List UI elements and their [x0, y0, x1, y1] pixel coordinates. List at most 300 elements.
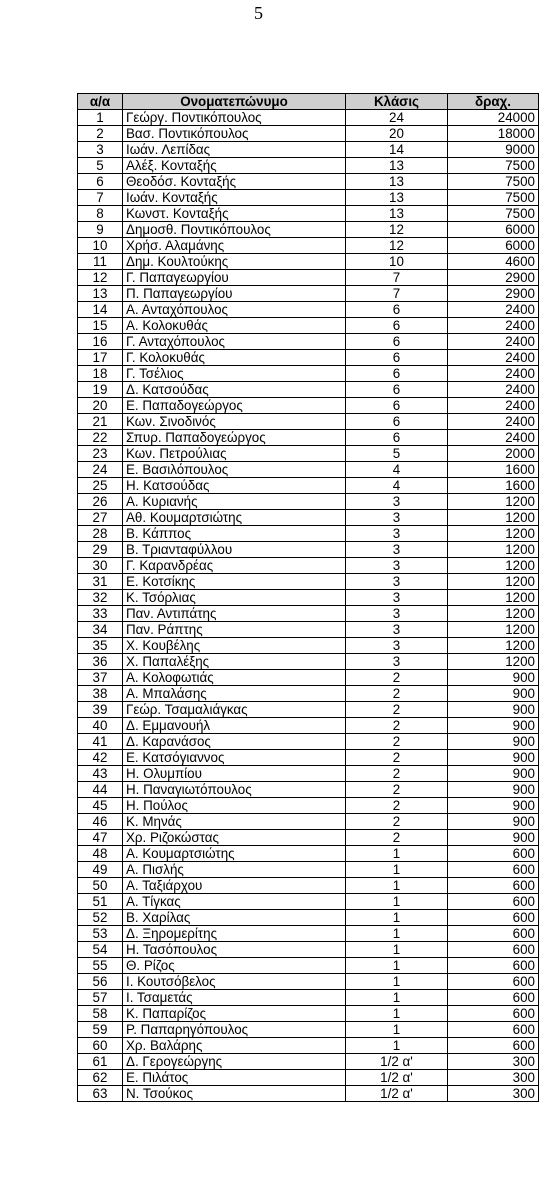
row-class-cell: 3 [346, 606, 448, 622]
row-amount-cell: 900 [448, 830, 539, 846]
row-number-cell: 25 [78, 478, 123, 494]
row-amount-cell: 900 [448, 766, 539, 782]
row-number-cell: 26 [78, 494, 123, 510]
table-row [78, 510, 539, 526]
row-number-cell: 43 [78, 766, 123, 782]
table-row [78, 574, 539, 590]
row-name-cell: Δ. Καρανάσος [123, 734, 346, 750]
row-amount-cell: 18000 [448, 126, 539, 142]
row-amount-cell: 900 [448, 750, 539, 766]
row-number-cell: 59 [78, 1022, 123, 1038]
table-row [78, 926, 539, 942]
row-amount-cell: 2400 [448, 398, 539, 414]
row-name-cell: Η. Παναγιωτόπουλος [123, 782, 346, 798]
row-amount-cell: 600 [448, 878, 539, 894]
row-amount-cell: 600 [448, 1022, 539, 1038]
table-row [78, 286, 539, 302]
table-row [78, 750, 539, 766]
row-amount-cell: 900 [448, 702, 539, 718]
row-number-cell: 9 [78, 222, 123, 238]
row-amount-cell: 2900 [448, 270, 539, 286]
table-row [78, 734, 539, 750]
table-row [78, 846, 539, 862]
row-amount-cell: 600 [448, 974, 539, 990]
table-row [78, 158, 539, 174]
table-row [78, 302, 539, 318]
row-class-cell: 1 [346, 958, 448, 974]
table-row [78, 686, 539, 702]
table-row [78, 206, 539, 222]
table-row [78, 590, 539, 606]
row-name-cell: Α. Τίγκας [123, 894, 346, 910]
table-row [78, 910, 539, 926]
row-class-cell: 6 [346, 382, 448, 398]
row-class-cell: 1 [346, 1006, 448, 1022]
row-name-cell: Ρ. Παπαρηγόπουλος [123, 1022, 346, 1038]
row-name-cell: Ε. Πιλάτος [123, 1070, 346, 1086]
row-class-cell: 7 [346, 270, 448, 286]
row-class-cell: 3 [346, 574, 448, 590]
row-name-cell: Χ. Παπαλέξης [123, 654, 346, 670]
row-number-cell: 52 [78, 910, 123, 926]
row-amount-cell: 1200 [448, 558, 539, 574]
row-name-cell: Κωνστ. Κονταξής [123, 206, 346, 222]
row-number-cell: 61 [78, 1054, 123, 1070]
table-row [78, 174, 539, 190]
row-class-cell: 13 [346, 158, 448, 174]
row-name-cell: Η. Κατσούδας [123, 478, 346, 494]
row-number-cell: 44 [78, 782, 123, 798]
row-number-cell: 17 [78, 350, 123, 366]
row-amount-cell: 900 [448, 734, 539, 750]
row-number-cell: 32 [78, 590, 123, 606]
table-row [78, 718, 539, 734]
row-class-cell: 1 [346, 942, 448, 958]
row-number-cell: 48 [78, 846, 123, 862]
row-name-cell: Γεώρ. Τσαμαλιάγκας [123, 702, 346, 718]
row-number-cell: 33 [78, 606, 123, 622]
table-row [78, 1054, 539, 1070]
row-number-cell: 29 [78, 542, 123, 558]
table-row [78, 558, 539, 574]
table-row [78, 1006, 539, 1022]
row-number-cell: 46 [78, 814, 123, 830]
row-class-cell: 2 [346, 750, 448, 766]
table-row [78, 1070, 539, 1086]
row-number-cell: 50 [78, 878, 123, 894]
row-amount-cell: 7500 [448, 190, 539, 206]
row-name-cell: Κ. Τσόρλιας [123, 590, 346, 606]
header-name: Ονοματεπώνυμο [123, 94, 346, 110]
row-name-cell: Δ. Ξηρομερίτης [123, 926, 346, 942]
row-name-cell: Ν. Τσούκος [123, 1086, 346, 1102]
row-class-cell: 3 [346, 558, 448, 574]
row-number-cell: 19 [78, 382, 123, 398]
row-class-cell: 1 [346, 1022, 448, 1038]
row-class-cell: 2 [346, 798, 448, 814]
table-row [78, 334, 539, 350]
row-class-cell: 3 [346, 590, 448, 606]
row-amount-cell: 600 [448, 846, 539, 862]
row-class-cell: 2 [346, 830, 448, 846]
row-class-cell: 3 [346, 638, 448, 654]
table-row [78, 990, 539, 1006]
row-name-cell: Χρήσ. Αλαμάνης [123, 238, 346, 254]
row-class-cell: 13 [346, 206, 448, 222]
table-row [78, 446, 539, 462]
row-amount-cell: 600 [448, 910, 539, 926]
row-number-cell: 8 [78, 206, 123, 222]
row-amount-cell: 1200 [448, 638, 539, 654]
table-row [78, 878, 539, 894]
row-number-cell: 12 [78, 270, 123, 286]
row-amount-cell: 600 [448, 894, 539, 910]
row-class-cell: 6 [346, 350, 448, 366]
row-number-cell: 20 [78, 398, 123, 414]
row-name-cell: Ε. Κατσόγιαννος [123, 750, 346, 766]
row-name-cell: Δ. Γερογεώργης [123, 1054, 346, 1070]
row-number-cell: 11 [78, 254, 123, 270]
row-number-cell: 41 [78, 734, 123, 750]
row-name-cell: Β. Χαρίλας [123, 910, 346, 926]
table-header-row [78, 94, 539, 110]
table-row [78, 958, 539, 974]
row-number-cell: 47 [78, 830, 123, 846]
row-amount-cell: 1200 [448, 542, 539, 558]
row-name-cell: Κων. Σινοδινός [123, 414, 346, 430]
table-row [78, 974, 539, 990]
row-name-cell: Ε. Παπαδογεώργος [123, 398, 346, 414]
row-amount-cell: 600 [448, 1038, 539, 1054]
table-row [78, 1022, 539, 1038]
row-name-cell: Χρ. Ριζοκώστας [123, 830, 346, 846]
row-number-cell: 18 [78, 366, 123, 382]
row-class-cell: 3 [346, 654, 448, 670]
row-number-cell: 31 [78, 574, 123, 590]
row-number-cell: 34 [78, 622, 123, 638]
row-name-cell: Βασ. Ποντικόπουλος [123, 126, 346, 142]
row-number-cell: 27 [78, 510, 123, 526]
table-row [78, 766, 539, 782]
row-amount-cell: 6000 [448, 238, 539, 254]
row-name-cell: Παν. Ράπτης [123, 622, 346, 638]
row-amount-cell: 600 [448, 1006, 539, 1022]
row-amount-cell: 2400 [448, 366, 539, 382]
row-number-cell: 7 [78, 190, 123, 206]
row-class-cell: 4 [346, 462, 448, 478]
row-amount-cell: 600 [448, 862, 539, 878]
row-amount-cell: 600 [448, 990, 539, 1006]
row-class-cell: 20 [346, 126, 448, 142]
row-amount-cell: 1600 [448, 478, 539, 494]
row-class-cell: 1 [346, 910, 448, 926]
row-amount-cell: 2400 [448, 334, 539, 350]
row-amount-cell: 2400 [448, 302, 539, 318]
table-row [78, 702, 539, 718]
row-class-cell: 1 [346, 894, 448, 910]
row-amount-cell: 600 [448, 926, 539, 942]
row-class-cell: 4 [346, 478, 448, 494]
row-amount-cell: 1200 [448, 494, 539, 510]
row-number-cell: 38 [78, 686, 123, 702]
row-number-cell: 51 [78, 894, 123, 910]
row-name-cell: Γ. Ανταχόπουλος [123, 334, 346, 350]
row-amount-cell: 1200 [448, 622, 539, 638]
row-amount-cell: 9000 [448, 142, 539, 158]
table-row [78, 942, 539, 958]
row-class-cell: 6 [346, 302, 448, 318]
row-amount-cell: 1200 [448, 526, 539, 542]
row-name-cell: Γ. Τσέλιος [123, 366, 346, 382]
row-name-cell: Θεοδόσ. Κονταξής [123, 174, 346, 190]
row-name-cell: Ι. Τσαμετάς [123, 990, 346, 1006]
table-row [78, 110, 539, 126]
row-name-cell: Γ. Καρανδρέας [123, 558, 346, 574]
row-name-cell: Ι. Κουτσόβελος [123, 974, 346, 990]
row-name-cell: Ιωάν. Κονταξής [123, 190, 346, 206]
table-row [78, 606, 539, 622]
table-row [78, 430, 539, 446]
row-amount-cell: 2400 [448, 430, 539, 446]
row-number-cell: 15 [78, 318, 123, 334]
row-number-cell: 63 [78, 1086, 123, 1102]
row-class-cell: 1 [346, 974, 448, 990]
row-amount-cell: 900 [448, 686, 539, 702]
row-class-cell: 3 [346, 622, 448, 638]
row-class-cell: 1 [346, 862, 448, 878]
table-row [78, 222, 539, 238]
row-amount-cell: 900 [448, 814, 539, 830]
row-number-cell: 1 [78, 110, 123, 126]
row-amount-cell: 300 [448, 1086, 539, 1102]
row-class-cell: 1/2 α' [346, 1070, 448, 1086]
row-class-cell: 1 [346, 846, 448, 862]
row-class-cell: 2 [346, 686, 448, 702]
row-name-cell: Κων. Πετρούλιας [123, 446, 346, 462]
table-row [78, 798, 539, 814]
table-row [78, 622, 539, 638]
row-name-cell: Α. Κυριανής [123, 494, 346, 510]
row-number-cell: 56 [78, 974, 123, 990]
row-class-cell: 12 [346, 222, 448, 238]
row-name-cell: Α. Κουμαρτσιώτης [123, 846, 346, 862]
row-number-cell: 16 [78, 334, 123, 350]
row-name-cell: Α. Ανταχόπουλος [123, 302, 346, 318]
row-name-cell: Η. Ολυμπίου [123, 766, 346, 782]
row-number-cell: 53 [78, 926, 123, 942]
row-class-cell: 1 [346, 990, 448, 1006]
row-name-cell: Κ. Μηνάς [123, 814, 346, 830]
table-row [78, 542, 539, 558]
row-number-cell: 10 [78, 238, 123, 254]
row-class-cell: 2 [346, 718, 448, 734]
table-row [78, 254, 539, 270]
table-row [78, 270, 539, 286]
table-row [78, 782, 539, 798]
row-amount-cell: 1200 [448, 510, 539, 526]
row-amount-cell: 2900 [448, 286, 539, 302]
row-name-cell: Ε. Κοτσίκης [123, 574, 346, 590]
row-name-cell: Δημοσθ. Ποντικόπουλος [123, 222, 346, 238]
row-name-cell: Α. Πισλής [123, 862, 346, 878]
row-class-cell: 1 [346, 926, 448, 942]
row-class-cell: 5 [346, 446, 448, 462]
table-row [78, 190, 539, 206]
row-number-cell: 57 [78, 990, 123, 1006]
row-class-cell: 13 [346, 190, 448, 206]
table-row [78, 1038, 539, 1054]
row-name-cell: Β. Τριανταφύλλου [123, 542, 346, 558]
table-row [78, 526, 539, 542]
row-amount-cell: 24000 [448, 110, 539, 126]
row-amount-cell: 1200 [448, 654, 539, 670]
page-number: 5 [254, 3, 263, 23]
row-name-cell: Αλέξ. Κονταξής [123, 158, 346, 174]
row-amount-cell: 2400 [448, 414, 539, 430]
row-amount-cell: 900 [448, 798, 539, 814]
row-amount-cell: 900 [448, 670, 539, 686]
table-row [78, 638, 539, 654]
row-number-cell: 13 [78, 286, 123, 302]
row-number-cell: 39 [78, 702, 123, 718]
table-row [78, 894, 539, 910]
row-number-cell: 36 [78, 654, 123, 670]
row-number-cell: 55 [78, 958, 123, 974]
row-amount-cell: 600 [448, 958, 539, 974]
row-number-cell: 5 [78, 158, 123, 174]
row-amount-cell: 2400 [448, 382, 539, 398]
row-number-cell: 40 [78, 718, 123, 734]
row-number-cell: 42 [78, 750, 123, 766]
table-row [78, 478, 539, 494]
row-class-cell: 2 [346, 734, 448, 750]
row-name-cell: Θ. Ρίζος [123, 958, 346, 974]
row-number-cell: 21 [78, 414, 123, 430]
row-amount-cell: 6000 [448, 222, 539, 238]
row-number-cell: 54 [78, 942, 123, 958]
table-row [78, 670, 539, 686]
row-class-cell: 14 [346, 142, 448, 158]
row-class-cell: 3 [346, 494, 448, 510]
row-name-cell: Α. Κολοφωτιάς [123, 670, 346, 686]
row-number-cell: 49 [78, 862, 123, 878]
header-amount: δραχ. [448, 94, 539, 110]
row-name-cell: Σπυρ. Παπαδογεώργος [123, 430, 346, 446]
row-name-cell: Η. Τασόπουλος [123, 942, 346, 958]
row-amount-cell: 1600 [448, 462, 539, 478]
row-name-cell: Παν. Αντιπάτης [123, 606, 346, 622]
row-name-cell: Β. Κάππος [123, 526, 346, 542]
row-amount-cell: 4600 [448, 254, 539, 270]
row-class-cell: 12 [346, 238, 448, 254]
row-number-cell: 2 [78, 126, 123, 142]
row-number-cell: 35 [78, 638, 123, 654]
row-class-cell: 6 [346, 430, 448, 446]
row-number-cell: 22 [78, 430, 123, 446]
row-amount-cell: 2400 [448, 318, 539, 334]
row-amount-cell: 1200 [448, 574, 539, 590]
row-class-cell: 24 [346, 110, 448, 126]
row-class-cell: 6 [346, 398, 448, 414]
row-number-cell: 62 [78, 1070, 123, 1086]
row-name-cell: Γ. Παπαγεωργίου [123, 270, 346, 286]
row-name-cell: Η. Πούλος [123, 798, 346, 814]
row-number-cell: 58 [78, 1006, 123, 1022]
row-class-cell: 1/2 α' [346, 1086, 448, 1102]
row-class-cell: 2 [346, 766, 448, 782]
row-class-cell: 2 [346, 814, 448, 830]
row-number-cell: 37 [78, 670, 123, 686]
table-row [78, 814, 539, 830]
row-name-cell: Γεώργ. Ποντικόπουλος [123, 110, 346, 126]
row-amount-cell: 1200 [448, 606, 539, 622]
row-name-cell: Κ. Παπαρίζος [123, 1006, 346, 1022]
row-name-cell: Π. Παπαγεωργίου [123, 286, 346, 302]
row-name-cell: Χρ. Βαλάρης [123, 1038, 346, 1054]
row-name-cell: Δημ. Κουλτούκης [123, 254, 346, 270]
row-number-cell: 30 [78, 558, 123, 574]
table-row [78, 238, 539, 254]
row-class-cell: 6 [346, 366, 448, 382]
row-class-cell: 6 [346, 318, 448, 334]
table-row [78, 350, 539, 366]
row-class-cell: 1 [346, 1038, 448, 1054]
table-body [78, 110, 539, 1102]
row-name-cell: Αθ. Κουμαρτσιώτης [123, 510, 346, 526]
table-row [78, 126, 539, 142]
row-class-cell: 2 [346, 670, 448, 686]
row-amount-cell: 900 [448, 782, 539, 798]
row-amount-cell: 7500 [448, 158, 539, 174]
row-name-cell: Ε. Βασιλόπουλος [123, 462, 346, 478]
row-class-cell: 1 [346, 878, 448, 894]
table-row [78, 830, 539, 846]
table-row [78, 398, 539, 414]
row-class-cell: 7 [346, 286, 448, 302]
row-number-cell: 45 [78, 798, 123, 814]
table-row [78, 318, 539, 334]
header-class: Κλάσις [346, 94, 448, 110]
row-class-cell: 10 [346, 254, 448, 270]
row-name-cell: Χ. Κουβέλης [123, 638, 346, 654]
row-number-cell: 14 [78, 302, 123, 318]
row-number-cell: 24 [78, 462, 123, 478]
header-no: α/α [78, 94, 123, 110]
row-name-cell: Α. Ταξιάρχου [123, 878, 346, 894]
table-row [78, 142, 539, 158]
row-name-cell: Γ. Κολοκυθάς [123, 350, 346, 366]
row-name-cell: Δ. Κατσούδας [123, 382, 346, 398]
table-row [78, 414, 539, 430]
row-amount-cell: 1200 [448, 590, 539, 606]
row-amount-cell: 7500 [448, 206, 539, 222]
row-class-cell: 3 [346, 526, 448, 542]
row-number-cell: 28 [78, 526, 123, 542]
row-class-cell: 6 [346, 414, 448, 430]
row-amount-cell: 2000 [448, 446, 539, 462]
table-row [78, 654, 539, 670]
row-name-cell: Α. Κολοκυθάς [123, 318, 346, 334]
row-class-cell: 6 [346, 334, 448, 350]
row-amount-cell: 600 [448, 942, 539, 958]
row-amount-cell: 900 [448, 718, 539, 734]
table-row [78, 494, 539, 510]
row-class-cell: 2 [346, 702, 448, 718]
table-row [78, 462, 539, 478]
row-number-cell: 23 [78, 446, 123, 462]
table-row [78, 382, 539, 398]
row-class-cell: 3 [346, 542, 448, 558]
